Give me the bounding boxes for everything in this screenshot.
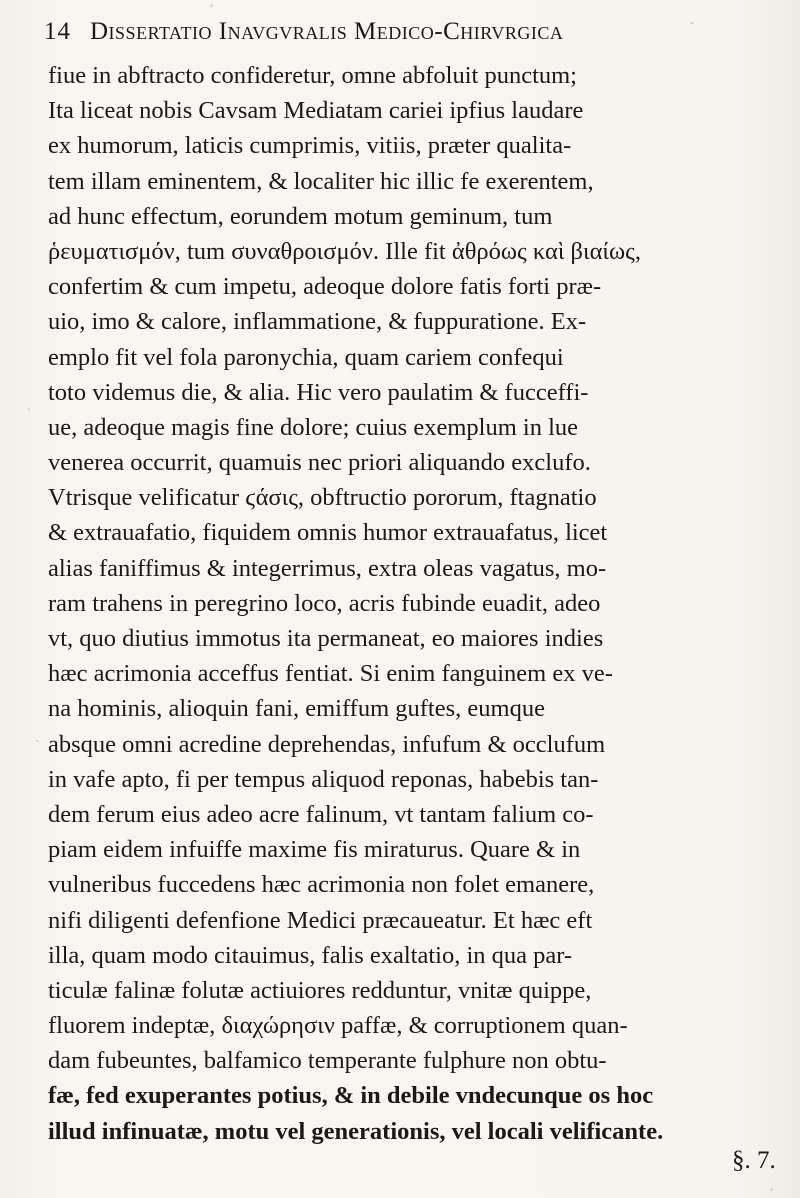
paper-speck	[770, 1188, 773, 1191]
text-line: ram trahens in peregrino loco, acris fubinde euadit, adeo	[48, 589, 601, 617]
text-line: hæc acrimonia acceffus fentiat. Si enim fanguinem ex ve-	[48, 660, 613, 688]
page-header	[44, 16, 764, 56]
text-line: ue, adeoque magis fine dolore; cuius exemplum in lue	[48, 413, 579, 441]
text-line: vulneribus fuccedens hæc acrimonia non folet emanere,	[48, 871, 595, 899]
text-line: ticulæ falinæ folutæ actiuiores redduntur, vnitæ quippe,	[48, 976, 592, 1004]
text-line: tem illam eminentem, & localiter hic illic fe exerentem,	[48, 167, 594, 195]
text-line: fiue in abftracto confideretur, omne abfoluit punctum;	[48, 62, 577, 89]
text-line: & extrauafatio, fiquidem omnis humor extrauafatus, licet	[48, 519, 608, 547]
text-line: alias faniffimus & integerrimus, extra oleas vagatus, mo-	[48, 554, 607, 582]
text-line: venerea occurrit, quamuis nec priori aliquando exclufo.	[48, 449, 591, 477]
text-line: fluorem indeptæ, διαχώρησιν paffæ, & corruptionem quan-	[48, 1012, 628, 1040]
page-number: 14	[44, 18, 71, 45]
paper-speck	[28, 408, 30, 411]
body-text	[48, 58, 768, 1149]
text-line: uio, imo & calore, inflammatione, & fuppuratione. Ex-	[48, 308, 587, 336]
text-line: in vafe apto, fi per tempus aliquod reponas, habebis tan-	[48, 765, 599, 793]
text-line: emplo fit vel fola paronychia, quam cariem confequi	[48, 343, 564, 371]
text-line: illa, quam modo citauimus, falis exaltatio, in qua par-	[48, 941, 573, 969]
text-line: ad hunc effectum, eorundem motum geminum, tum	[48, 202, 553, 230]
text-line: ex humorum, laticis cumprimis, vitiis, præter qualita-	[48, 132, 572, 160]
text-line: fæ, fed exuperantes potius, & in debile vndecunque os hoc	[48, 1082, 654, 1110]
running-title: Dissertatio Inavgvralis Medico-Chirvrgica	[90, 18, 564, 45]
catchword: §. 7.	[732, 1147, 776, 1174]
text-line: absque omni acredine deprehendas, infufum & occlufum	[48, 730, 606, 758]
text-line: confertim & cum impetu, adeoque dolore fatis forti præ-	[48, 273, 602, 301]
text-line: nifi diligenti defenfione Medici præcaueatur. Et hæc eft	[48, 906, 593, 934]
text-line: dem ferum eius adeo acre falinum, vt tantam falium co-	[48, 800, 594, 828]
text-line: toto videmus die, & alia. Hic vero paulatim & fucceffi-	[48, 378, 589, 406]
text-line: vt, quo diutius immotus ita permaneat, eo maiores indies	[48, 625, 604, 652]
paper-speck	[210, 4, 213, 7]
text-line: ῥευματισμόν, tum συναθροισμόν. Ille fit ἀθρόως καὶ βιαίως,	[48, 237, 641, 265]
text-line: Vtrisque velificatur ϛάσις, obftructio pororum, ftagnatio	[48, 484, 597, 512]
text-line: na hominis, alioquin fani, emiffum guftes, eumque	[48, 695, 545, 723]
text-line: Ita liceat nobis Cavsam Mediatam cariei ipfius laudare	[48, 97, 584, 125]
text-line: illud infinuatæ, motu vel generationis, vel locali velificante.	[48, 1117, 664, 1145]
paper-speck	[36, 740, 39, 742]
text-line: dam fubeuntes, balfamico temperante fulphure non obtu-	[48, 1047, 607, 1075]
text-line: piam eidem infuiffe maxime fis miraturus. Quare & in	[48, 836, 581, 864]
